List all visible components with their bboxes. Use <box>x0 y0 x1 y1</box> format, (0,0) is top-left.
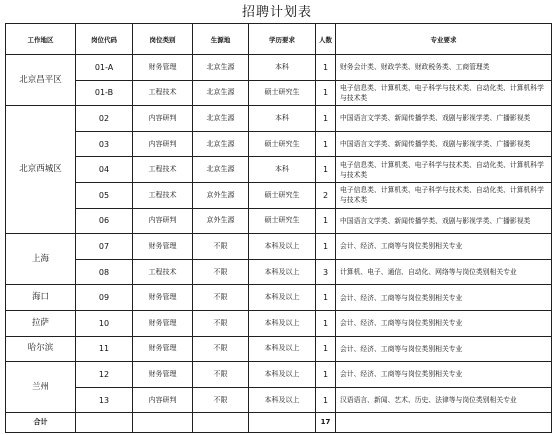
headcount-cell: 3 <box>316 259 336 285</box>
headcount-cell: 1 <box>316 387 336 413</box>
position-category-cell: 财务管理 <box>133 362 193 388</box>
table-body <box>6 55 552 433</box>
education-cell: 硕士研究生 <box>249 131 316 157</box>
position-category-cell: 财务管理 <box>133 310 193 336</box>
position-category-cell: 工程技术 <box>133 182 193 208</box>
major-requirement-cell: 会计、经济、工商等与岗位类别相关专业 <box>336 362 552 388</box>
position-category-cell: 工程技术 <box>133 259 193 285</box>
empty-cell <box>249 413 316 433</box>
education-cell: 本科及以上 <box>249 310 316 336</box>
work-region-cell: 哈尔滨 <box>6 336 76 362</box>
student-origin-cell: 北京生源 <box>193 55 249 81</box>
work-region-cell: 拉萨 <box>6 310 76 336</box>
table-header-row <box>6 24 552 55</box>
table-row <box>6 285 552 311</box>
work-region-cell: 海口 <box>6 285 76 311</box>
table-row <box>6 362 552 388</box>
table-row <box>6 259 552 285</box>
student-origin-cell: 北京生源 <box>193 106 249 132</box>
total-count-cell: 17 <box>316 413 336 433</box>
headcount-cell: 2 <box>316 182 336 208</box>
education-cell: 本科 <box>249 55 316 81</box>
education-cell: 本科及以上 <box>249 234 316 260</box>
major-requirement-cell: 财务会计类、财政学类、财政税务类、工商管理类 <box>336 55 552 81</box>
table-row <box>6 387 552 413</box>
education-cell: 本科及以上 <box>249 387 316 413</box>
headcount-cell: 1 <box>316 131 336 157</box>
education-cell: 本科及以上 <box>249 336 316 362</box>
position-category-cell: 内容研判 <box>133 208 193 234</box>
major-requirement-cell: 电子信息类、计算机类、电子科学与技术类、自动化类、计算机科学与技术类 <box>336 80 552 106</box>
table-row <box>6 336 552 362</box>
table-row <box>6 182 552 208</box>
student-origin-cell: 北京生源 <box>193 131 249 157</box>
student-origin-cell: 不限 <box>193 310 249 336</box>
student-origin-cell: 不限 <box>193 387 249 413</box>
position-category-cell: 内容研判 <box>133 387 193 413</box>
work-region-cell: 上海 <box>6 234 76 285</box>
education-cell: 本科及以上 <box>249 259 316 285</box>
position-code-cell: 01-A <box>76 55 133 81</box>
major-requirement-cell: 中国语言文学类、新闻传播学类、戏剧与影视学类、广播影视类 <box>336 106 552 132</box>
position-code-cell: 13 <box>76 387 133 413</box>
position-code-cell: 06 <box>76 208 133 234</box>
work-region-cell: 北京西城区 <box>6 106 76 234</box>
student-origin-cell: 不限 <box>193 234 249 260</box>
major-requirement-cell: 计算机、电子、通信、自动化、网络等与岗位类别相关专业 <box>336 259 552 285</box>
position-category-cell: 财务管理 <box>133 234 193 260</box>
table-row <box>6 157 552 183</box>
empty-cell <box>193 413 249 433</box>
headcount-cell: 1 <box>316 55 336 81</box>
education-cell: 本科 <box>249 106 316 132</box>
position-code-cell: 05 <box>76 182 133 208</box>
total-label-cell: 合计 <box>6 413 76 433</box>
position-code-cell: 02 <box>76 106 133 132</box>
work-region-cell: 北京昌平区 <box>6 55 76 106</box>
position-category-cell: 工程技术 <box>133 80 193 106</box>
position-code-cell: 07 <box>76 234 133 260</box>
headcount-cell: 1 <box>316 336 336 362</box>
position-code-cell: 01-B <box>76 80 133 106</box>
position-category-cell: 财务管理 <box>133 336 193 362</box>
education-cell: 本科及以上 <box>249 285 316 311</box>
header-position-code: 岗位代码 <box>76 24 133 55</box>
table-row <box>6 80 552 106</box>
student-origin-cell: 北京生源 <box>193 157 249 183</box>
header-work-region: 工作地区 <box>6 24 76 55</box>
student-origin-cell: 北京生源 <box>193 80 249 106</box>
recruitment-table <box>5 23 552 433</box>
student-origin-cell: 不限 <box>193 362 249 388</box>
student-origin-cell: 京外生源 <box>193 182 249 208</box>
position-category-cell: 财务管理 <box>133 285 193 311</box>
education-cell: 硕士研究生 <box>249 208 316 234</box>
position-category-cell: 内容研判 <box>133 131 193 157</box>
total-row <box>6 413 552 433</box>
student-origin-cell: 不限 <box>193 336 249 362</box>
major-requirement-cell: 会计、经济、工商等与岗位类别相关专业 <box>336 285 552 311</box>
major-requirement-cell: 会计、经济、工商等与岗位类别相关专业 <box>336 336 552 362</box>
table-row <box>6 208 552 234</box>
header-position-category: 岗位类别 <box>133 24 193 55</box>
empty-cell <box>76 413 133 433</box>
student-origin-cell: 不限 <box>193 259 249 285</box>
headcount-cell: 1 <box>316 106 336 132</box>
major-requirement-cell: 会计、经济、工商等与岗位类别相关专业 <box>336 310 552 336</box>
education-cell: 本科及以上 <box>249 362 316 388</box>
empty-cell <box>336 413 552 433</box>
education-cell: 硕士研究生 <box>249 80 316 106</box>
page-title: 招聘计划表 <box>241 5 312 20</box>
headcount-cell: 1 <box>316 285 336 311</box>
major-requirement-cell: 中国语言文学类、新闻传播学类、戏剧与影视学类、广播影视类 <box>336 131 552 157</box>
table-row <box>6 55 552 81</box>
headcount-cell: 1 <box>316 208 336 234</box>
position-code-cell: 09 <box>76 285 133 311</box>
header-major-requirement: 专业要求 <box>336 24 552 55</box>
position-category-cell: 财务管理 <box>133 55 193 81</box>
headcount-cell: 1 <box>316 310 336 336</box>
position-code-cell: 08 <box>76 259 133 285</box>
headcount-cell: 1 <box>316 362 336 388</box>
headcount-cell: 1 <box>316 157 336 183</box>
major-requirement-cell: 汉语语言、新闻、艺术、历史、法律等与岗位类别相关专业 <box>336 387 552 413</box>
position-code-cell: 11 <box>76 336 133 362</box>
position-code-cell: 10 <box>76 310 133 336</box>
education-cell: 硕士研究生 <box>249 182 316 208</box>
header-headcount: 人数 <box>316 24 336 55</box>
table-row <box>6 131 552 157</box>
table-row <box>6 310 552 336</box>
student-origin-cell: 京外生源 <box>193 208 249 234</box>
table-row <box>6 234 552 260</box>
major-requirement-cell: 电子信息类、计算机类、电子科学与技术类、自动化类、计算机科学与技术类 <box>336 157 552 183</box>
education-cell: 本科 <box>249 157 316 183</box>
position-code-cell: 12 <box>76 362 133 388</box>
header-student-origin: 生源地 <box>193 24 249 55</box>
headcount-cell: 1 <box>316 234 336 260</box>
headcount-cell: 1 <box>316 80 336 106</box>
table-row <box>6 106 552 132</box>
major-requirement-cell: 电子信息类、计算机类、电子科学与技术类、自动化类、计算机科学与技术类 <box>336 182 552 208</box>
empty-cell <box>133 413 193 433</box>
position-code-cell: 03 <box>76 131 133 157</box>
major-requirement-cell: 中国语言文学类、新闻传播学类、戏剧与影视学类、广播影视类 <box>336 208 552 234</box>
work-region-cell: 兰州 <box>6 362 76 413</box>
position-category-cell: 内容研判 <box>133 106 193 132</box>
major-requirement-cell: 会计、经济、工商等与岗位类别相关专业 <box>336 234 552 260</box>
position-code-cell: 04 <box>76 157 133 183</box>
position-category-cell: 工程技术 <box>133 157 193 183</box>
header-education: 学历要求 <box>249 24 316 55</box>
student-origin-cell: 不限 <box>193 285 249 311</box>
